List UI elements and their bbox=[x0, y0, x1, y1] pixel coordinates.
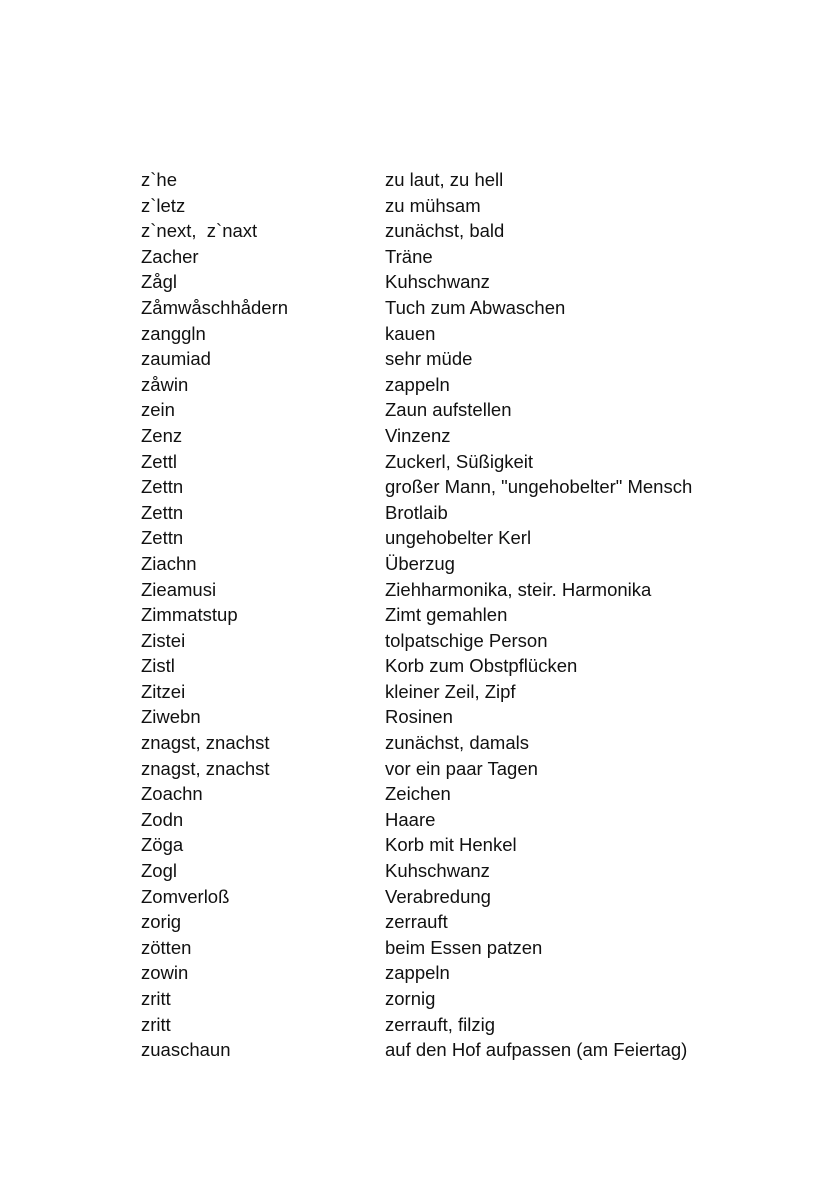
term-meaning: zunächst, damals bbox=[385, 732, 529, 754]
dialect-term: Zettn bbox=[141, 501, 184, 523]
glossary-entry bbox=[141, 986, 801, 1012]
glossary-entry bbox=[141, 474, 801, 500]
term-meaning: zappeln bbox=[385, 962, 450, 984]
glossary-entry bbox=[141, 884, 801, 910]
dialect-term: Zettl bbox=[141, 450, 177, 472]
glossary-entry bbox=[141, 679, 801, 705]
glossary-entry bbox=[141, 730, 801, 756]
term-meaning: zunächst, bald bbox=[385, 220, 505, 242]
term-meaning: zappeln bbox=[385, 373, 450, 395]
dialect-term: zanggln bbox=[141, 322, 206, 344]
glossary-entry bbox=[141, 295, 801, 321]
dialect-term: z`next, z`naxt bbox=[141, 220, 258, 242]
term-meaning: Zimt gemahlen bbox=[385, 604, 508, 626]
dialect-term: Zacher bbox=[141, 245, 199, 267]
dialect-term: Zogl bbox=[141, 860, 177, 882]
glossary-entry bbox=[141, 423, 801, 449]
dialect-term: znagst, znachst bbox=[141, 732, 270, 754]
dialect-term: Zitzei bbox=[141, 680, 186, 702]
term-meaning: Vinzenz bbox=[385, 424, 451, 446]
term-meaning: auf den Hof aufpassen (am Feiertag) bbox=[385, 1039, 688, 1061]
dialect-term: zaumiad bbox=[141, 348, 211, 370]
dialect-term: zowin bbox=[141, 962, 189, 984]
dialect-term: z`letz bbox=[141, 194, 186, 216]
glossary-entry bbox=[141, 346, 801, 372]
glossary-entry bbox=[141, 449, 801, 475]
glossary-entry bbox=[141, 321, 801, 347]
glossary-entry bbox=[141, 653, 801, 679]
term-meaning: Korb zum Obstpflücken bbox=[385, 655, 578, 677]
glossary-entry bbox=[141, 960, 801, 986]
dialect-term: zötten bbox=[141, 936, 192, 958]
glossary-entry bbox=[141, 525, 801, 551]
dialect-term: Zoachn bbox=[141, 783, 203, 805]
term-meaning: zerrauft bbox=[385, 911, 448, 933]
glossary-entry bbox=[141, 577, 801, 603]
term-meaning: Korb mit Henkel bbox=[385, 834, 517, 856]
glossary-entry bbox=[141, 807, 801, 833]
dialect-term: zritt bbox=[141, 1013, 171, 1035]
dialect-term: zorig bbox=[141, 911, 182, 933]
glossary-list bbox=[141, 167, 801, 1063]
dialect-term: Ziachn bbox=[141, 552, 197, 574]
glossary-entry bbox=[141, 551, 801, 577]
term-meaning: kleiner Zeil, Zipf bbox=[385, 680, 516, 702]
dialect-term: Ziwebn bbox=[141, 706, 201, 728]
term-meaning: Kuhschwanz bbox=[385, 860, 490, 882]
dialect-term: zein bbox=[141, 399, 175, 421]
dialect-term: Zettn bbox=[141, 527, 184, 549]
glossary-entry bbox=[141, 781, 801, 807]
term-meaning: Träne bbox=[385, 245, 433, 267]
glossary-entry bbox=[141, 372, 801, 398]
term-meaning: Zaun aufstellen bbox=[385, 399, 512, 421]
term-meaning: Ziehharmonika, steir. Harmonika bbox=[385, 578, 652, 600]
glossary-entry bbox=[141, 858, 801, 884]
glossary-entry bbox=[141, 909, 801, 935]
glossary-entry bbox=[141, 1037, 801, 1063]
dialect-term: Zöga bbox=[141, 834, 184, 856]
glossary-entry bbox=[141, 500, 801, 526]
term-meaning: Zeichen bbox=[385, 783, 451, 805]
term-meaning: Haare bbox=[385, 808, 436, 830]
term-meaning: zornig bbox=[385, 988, 436, 1009]
glossary-entry bbox=[141, 832, 801, 858]
dialect-term: Zenz bbox=[141, 424, 183, 446]
glossary-entry bbox=[141, 397, 801, 423]
dialect-term: Zodn bbox=[141, 808, 184, 830]
term-meaning: Tuch zum Abwaschen bbox=[385, 296, 566, 318]
term-meaning: ungehobelter Kerl bbox=[385, 527, 532, 549]
dialect-term: zåwin bbox=[141, 373, 189, 395]
glossary-entry bbox=[141, 1012, 801, 1038]
term-meaning: zu mühsam bbox=[385, 194, 481, 216]
dialect-term: zuaschaun bbox=[141, 1039, 231, 1061]
term-meaning: zu laut, zu hell bbox=[385, 169, 504, 190]
dialect-term: zritt bbox=[141, 988, 171, 1009]
dialect-term: Zettn bbox=[141, 476, 184, 498]
term-meaning: beim Essen patzen bbox=[385, 936, 543, 958]
term-meaning: sehr müde bbox=[385, 348, 473, 370]
glossary-entry bbox=[141, 602, 801, 628]
term-meaning: Kuhschwanz bbox=[385, 271, 490, 293]
glossary-entry bbox=[141, 193, 801, 219]
term-meaning: kauen bbox=[385, 322, 436, 344]
dialect-term: Zåmwåschhådern bbox=[141, 296, 289, 318]
glossary-entry bbox=[141, 628, 801, 654]
glossary-entry bbox=[141, 704, 801, 730]
dialect-term: Zomverloß bbox=[141, 885, 230, 907]
term-meaning: Verabredung bbox=[385, 885, 491, 907]
term-meaning: großer Mann, "ungehobelter" Mensch bbox=[385, 476, 693, 498]
glossary-entry bbox=[141, 244, 801, 270]
term-meaning: tolpatschige Person bbox=[385, 629, 548, 651]
dialect-term: Zågl bbox=[141, 271, 177, 293]
dialect-term: Zieamusi bbox=[141, 578, 217, 600]
glossary-entry bbox=[141, 218, 801, 244]
term-meaning: zerrauft, filzig bbox=[385, 1013, 496, 1035]
dialect-term: Zimmatstup bbox=[141, 604, 238, 626]
glossary-entry bbox=[141, 756, 801, 782]
glossary-entry bbox=[141, 935, 801, 961]
glossary-entry bbox=[141, 167, 801, 193]
term-meaning: Rosinen bbox=[385, 706, 453, 728]
term-meaning: vor ein paar Tagen bbox=[385, 757, 538, 779]
dialect-term: Zistl bbox=[141, 655, 175, 677]
dialect-term: z`he bbox=[141, 169, 177, 190]
term-meaning: Überzug bbox=[385, 552, 455, 574]
term-meaning: Zuckerl, Süßigkeit bbox=[385, 450, 534, 472]
term-meaning: Brotlaib bbox=[385, 501, 448, 523]
dialect-term: znagst, znachst bbox=[141, 757, 270, 779]
glossary-entry bbox=[141, 269, 801, 295]
dialect-term: Zistei bbox=[141, 629, 186, 651]
